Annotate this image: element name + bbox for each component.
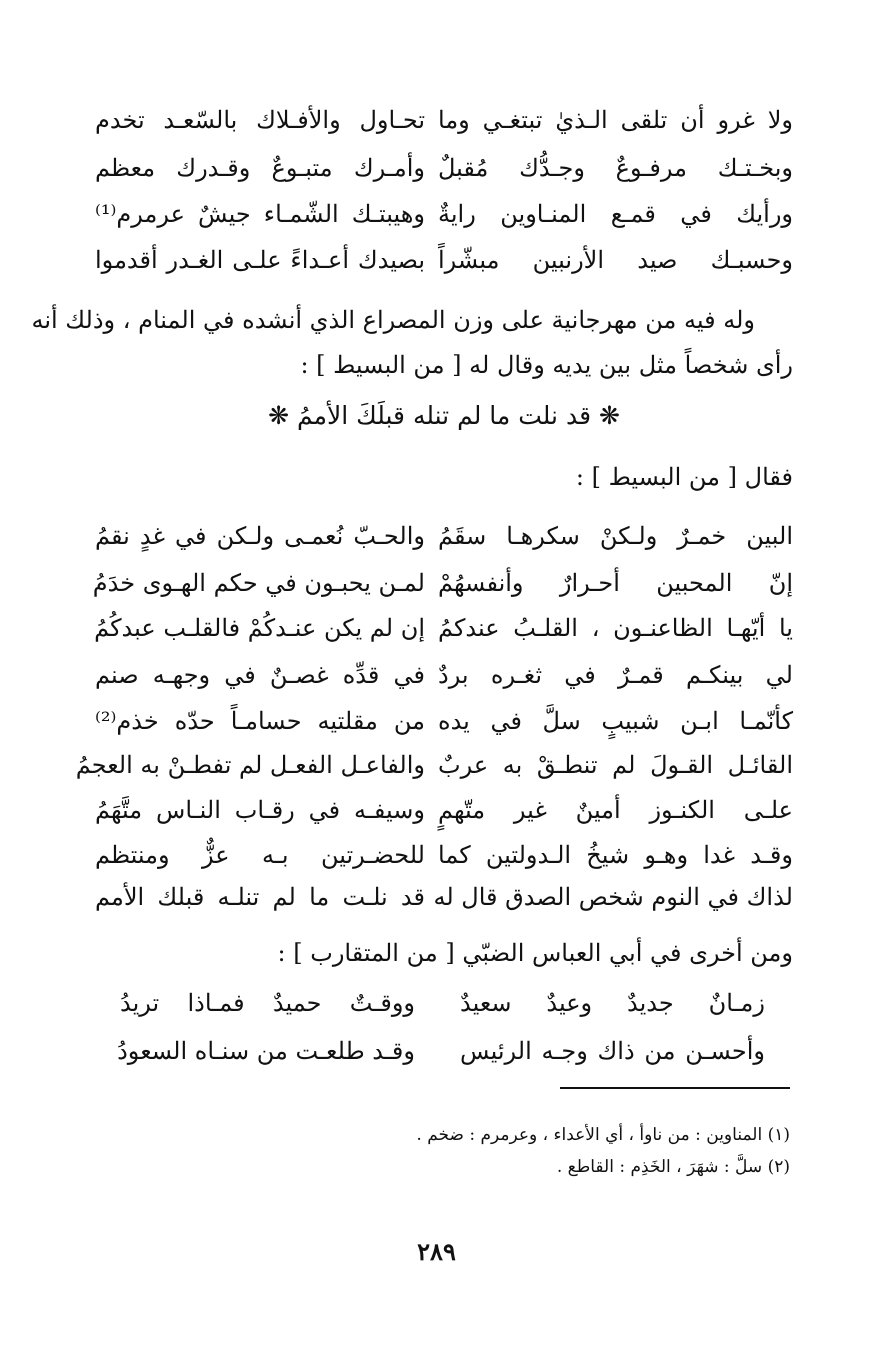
verse-line (95, 238, 793, 282)
footnote-separator (560, 1087, 790, 1089)
verse-first-hemistich: وقـد غدا وهـو شيخُ الـدولتين كما (438, 841, 793, 869)
verse-first-hemistich: لذاك في النوم شخص الصدق قال له (433, 883, 793, 911)
prose-line: ومن أخرى في أبي العباس الضبّي [ من المتقارب ] : (277, 939, 793, 967)
verse-first-hemistich: القائـل القـولَ لم تنطـقْ به عربٌ (438, 751, 793, 779)
verse-second-hemistich: إن لم يكن عنـدكُمْ فالقلـب عبدكُمُ (94, 614, 425, 642)
footnote: (٢) سلَّ : شهَرَ ، الخَذِم : القاطع . (556, 1157, 790, 1177)
verse-second-hemistich: والحـبّ نُعمـى ولـكن في غدٍ نقمُ (95, 522, 425, 550)
verse-second-hemistich: من مقلتيه حسامـاً حدّه خذم⁽²⁾ (95, 707, 425, 735)
verse-line (95, 606, 793, 650)
verse-line (95, 146, 793, 190)
verse-line (95, 981, 765, 1025)
verse-first-hemistich: يا أيّهـا الظاعنـون ، القلـبُ عندكمُ (438, 614, 793, 642)
verse-line (92, 561, 793, 605)
dream-hemistich: ❋ قد نلت ما لم تنله قبلَكَ الأممُ ❋ (268, 401, 620, 430)
verse-first-hemistich: وبخـتـك مرفـوعٌ وجـدُّك مُقبلٌ (438, 154, 793, 182)
verse-second-hemistich: قد نلـت ما لم تنلـه قبلك الأمم (95, 883, 425, 911)
verse-second-hemistich: للحضـرتين بـه عزٌّ ومنتظم (95, 841, 425, 869)
verse-line (95, 788, 793, 832)
verse-second-hemistich: وأمـرك متبـوعٌ وقـدرك معظم (95, 154, 425, 182)
verse-first-hemistich: إنّ المحبين أحـرارٌ وأنفسهُمْ (438, 569, 793, 597)
page-number: ٢٨٩ (417, 1237, 456, 1266)
verse-first-hemistich: زمـانٌ جديدٌ وعيدٌ سعيدٌ (460, 989, 765, 1017)
prose-line: وله فيه من مهرجانية على وزن المصراع الذي أنشده في المنام ، وذلك أنه (31, 306, 755, 334)
verse-line (75, 743, 793, 787)
verse-line (95, 514, 793, 558)
verse-line (95, 98, 793, 142)
verse-second-hemistich: والفاعـل الفعـل لم تفطـنْ به العجمُ (75, 751, 425, 779)
prose-line: رأى شخصاً مثل بين يديه وقال له [ من البسيط ] : (300, 351, 793, 379)
verse-first-hemistich: لي بينكـم قمـرٌ في ثغـره بردٌ (438, 661, 793, 689)
verse-first-hemistich: البين خمـرٌ ولـكنْ سكرهـا سقَمُ (438, 522, 793, 550)
verse-line (95, 875, 793, 919)
verse-second-hemistich: وهيبتـك الشّمـاء جيشٌ عرمرم⁽¹⁾ (95, 200, 425, 228)
verse-first-hemistich: وأحسـن من ذاك وجـه الرئيس (460, 1037, 765, 1065)
verse-first-hemistich: علـى الكنـوز أمينٌ غير متّهمٍ (438, 796, 793, 824)
verse-first-hemistich: كأنّمـا ابـن شبيبٍ سلَّ في يده (438, 707, 793, 735)
prose-line: فقال [ من البسيط ] : (575, 463, 793, 491)
verse-second-hemistich: بصيدك أعـداءً علـى الغـدر أقدموا (95, 246, 425, 274)
verse-second-hemistich: في قدِّه غصـنٌ في وجهـه صنم (95, 661, 425, 689)
verse-line (95, 1029, 765, 1073)
verse-line (95, 833, 793, 877)
verse-first-hemistich: وحسبـك صيد الأرنبين مبشّراً (438, 246, 793, 274)
verse-second-hemistich: تحـاول والأفـلاك بالسّعـد تخدم (95, 106, 425, 134)
verse-first-hemistich: ورأيك في قمـع المنـاوين رايةٌ (438, 200, 793, 228)
verse-first-hemistich: ولا غرو أن تلقى الـذيٰ تبتغـي وما (438, 106, 793, 134)
verse-line (95, 699, 793, 743)
verse-second-hemistich: وقـد طلعـت من سنـاه السعودُ (117, 1037, 415, 1065)
verse-line (95, 653, 793, 697)
verse-second-hemistich: وسيفـه في رقـاب النـاس متَّهَمُ (95, 796, 425, 824)
verse-line (95, 192, 793, 236)
verse-second-hemistich: لمـن يحبـون في حكم الهـوى خدَمُ (92, 569, 425, 597)
verse-second-hemistich: ووقـتٌ حميدٌ فمـاذا تريدُ (120, 989, 415, 1017)
footnote: (١) المناوين : من ناوأ ، أي الأعداء ، وعرمرم : ضخم . (416, 1125, 790, 1145)
